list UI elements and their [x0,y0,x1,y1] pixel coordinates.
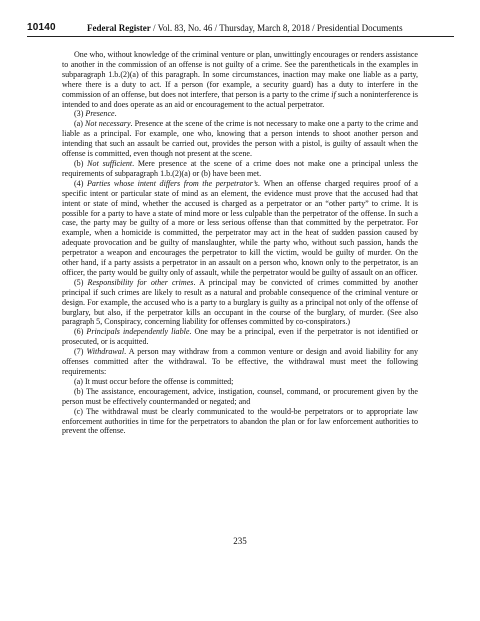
paragraph: (c) The withdrawal must be clearly communicated to the would-be perpetrators or to appropriate law enforcement authorities in time for the perpetrators to abandon the plan or for law enforcement authorities to prevent the offense. [62,406,418,436]
paragraph: One who, without knowledge of the criminal venture or plan, unwittingly encourages or renders assistance to another in the commission of an offense is not guilty of a crime. See the parentheticals in the examples in subparagraph 1.b.(2)(a) of this paragraph. In some circumstances, inaction may make one liable as a party, where there is a duty to act. If a person (for example, a security guard) has a duty to interfere in the commission of an offense, but does not interfere, that person is a party to the crime if such a noninterference is intended to and does operate as an aid or encouragement to the actual perpetrator. [62,50,418,109]
publication-name: Federal Register [87,23,151,33]
paragraph: (7) Withdrawal. A person may withdraw from a common venture or design and avoid liability for any offenses committed after the withdrawal. To be effective, the withdrawal must meet the following requirements: [62,347,418,376]
paragraph: (a) It must occur before the offense is committed; [74,376,234,386]
issue-details: / Vol. 83, No. 46 / Thursday, March 8, 2018 / Presidential Documents [150,23,403,33]
document-body [62,50,418,436]
paragraph: (4) Parties whose intent differs from the perpetrator’s. When an offense charged requires proof of a specific intent or particular state of mind as an element, the evidence must prove that the accused had that intent or state of mind, whether the accused is charged as a perpetrator or an “other party” to crime. It is possible for a party to have a state of mind more or less culpable than the perpetrator of the offense. In such a case, the party may be guilty of a more or less serious offense than that committed by the perpetrator. For example, when a homicide is committed, the perpetrator may act in the heat of sudden passion caused by adequate provocation and be guilty of manslaughter, while the party who, without such passion, hands the perpetrator a weapon and encourages the perpetrator to kill the victim, would be guilty of murder. On the other hand, if a party assists a perpetrator in an assault on a person who, known only to the perpetrator, is an officer, the party would be guilty only of assault, while the perpetrator would be guilty of assault on an officer. [62,178,419,277]
running-head [87,23,403,33]
page-number: 10140 [27,22,56,33]
paragraph: (b) The assistance, encouragement, advice, instigation, counsel, command, or procurement given by the person must be effectively countermanded or negated; and [62,386,418,406]
paragraph: (5) Responsibility for other crimes. A principal may be convicted of crimes committed by another principal if such crimes are likely to result as a natural and probable consequence of the criminal venture or design. For example, the accused who is a party to a burglary is guilty as a principal not only of the offense of burglary, but also, if the perpetrator kills an occupant in the course of the burglary, of murder. (See also paragraph 5, Conspiracy, concerning liability for offenses committed by co-conspirators.) [62,277,418,327]
page-footer-number: 235 [233,536,247,546]
paragraph: (b) Not sufficient. Mere presence at the scene of a crime does not make one a principal unless the requirements of subparagraph 1.b.(2)(a) or (b) have been met. [62,158,419,178]
page-header [27,22,454,40]
paragraph: (6) Principals independently liable. One may be a principal, even if the perpetrator is not identified or prosecuted, or is acquitted. [62,327,419,347]
section-heading-presence: (3) Presence. [74,109,117,119]
paragraph: (a) Not necessary. Presence at the scene of the crime is not necessary to make one a party to the crime and liable as a principal. For example, one who, knowing that a person intends to shoot another person and intending that such an assault be carried out, provides the person with a pistol, is guilty of assault when the offense is committed, even though not present at the scene. [62,119,418,159]
header-rule [27,36,454,37]
